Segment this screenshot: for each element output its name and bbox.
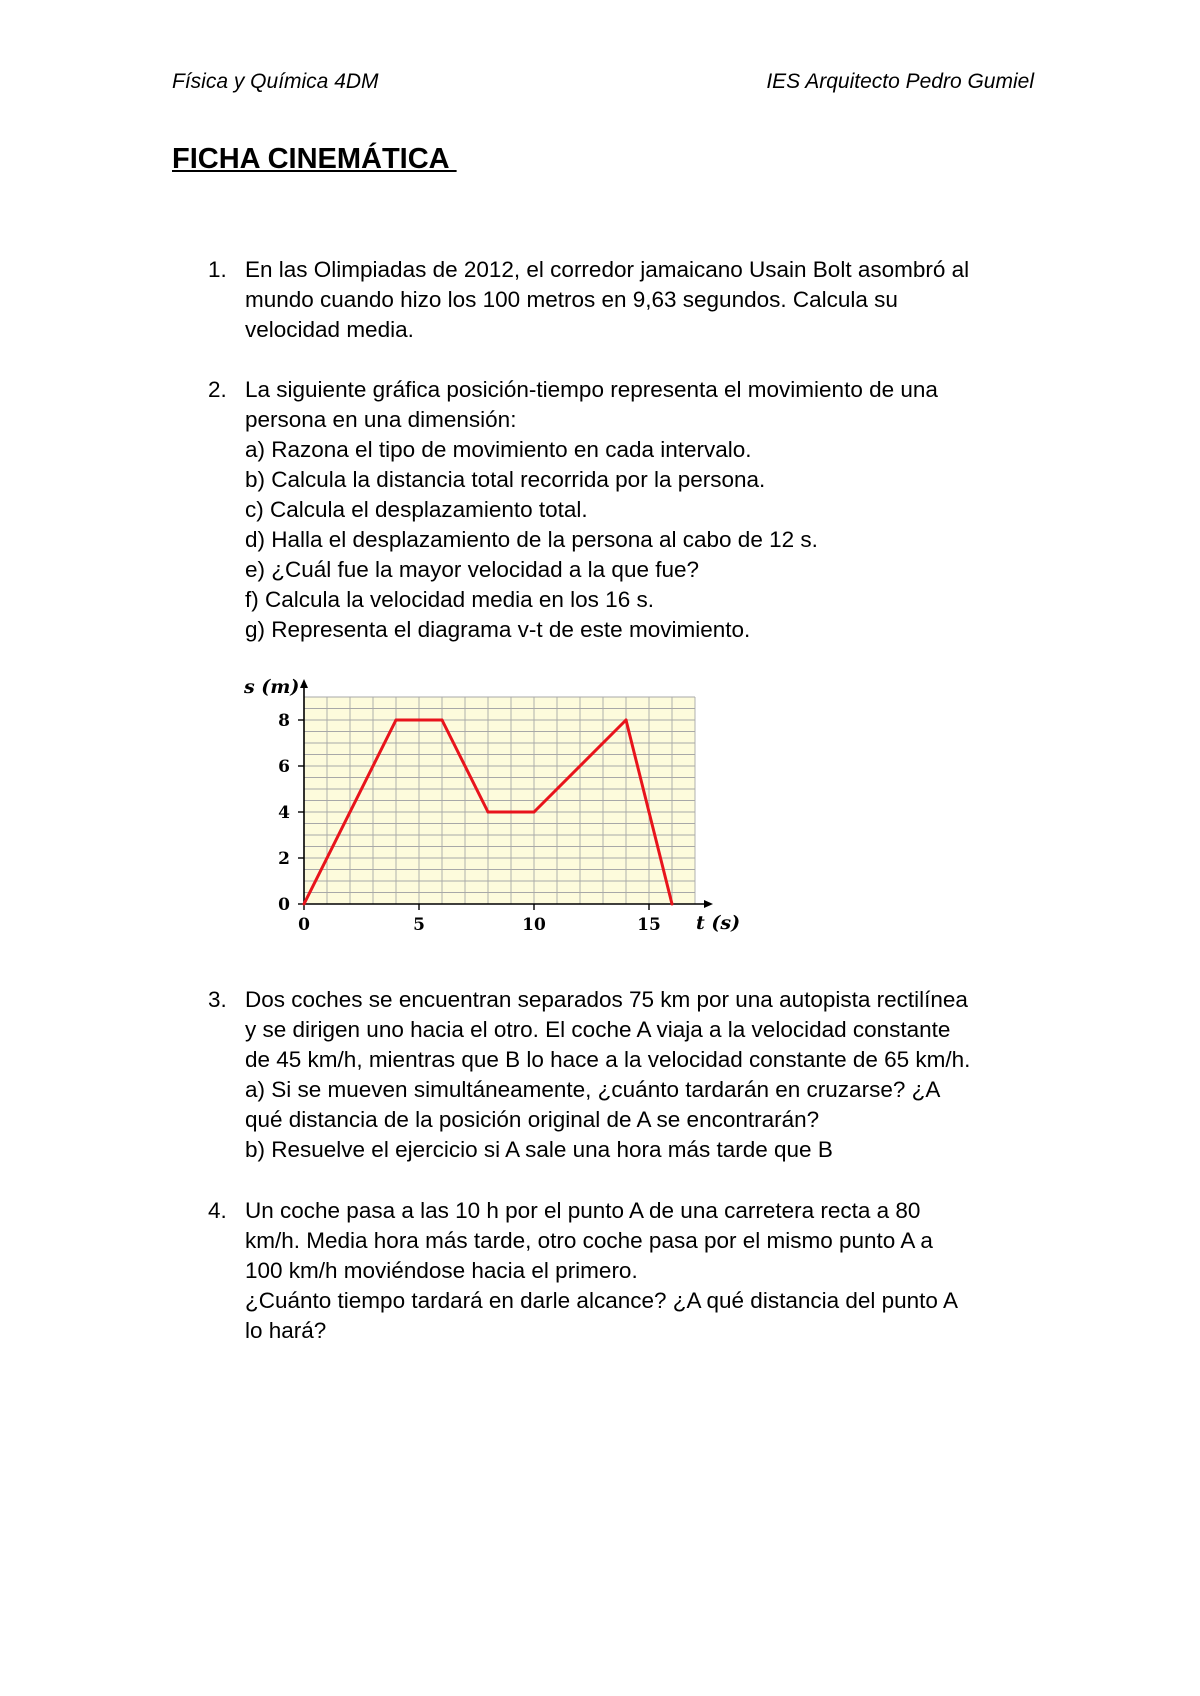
exercise-number: 4. <box>208 1198 227 1223</box>
exercise-number: 1. <box>208 257 227 282</box>
exercise-question-g: g) Representa el diagrama v-t de este movimiento. <box>245 617 751 642</box>
y-tick-label: 0 <box>278 895 290 915</box>
y-tick-label: 8 <box>278 711 290 731</box>
data-point <box>441 719 444 722</box>
x-tick-label: 0 <box>298 915 310 935</box>
exercise-question-b: b) Calcula la distancia total recorrida por la persona. <box>245 467 766 492</box>
exercise-line: qué distancia de la posición original de A se encontrarán? <box>245 1107 820 1132</box>
exercise-line: persona en una dimensión: <box>245 407 517 432</box>
exercise-line: y se dirigen uno hacia el otro. El coche A viaja a la velocidad constante <box>245 1017 951 1042</box>
x-axis-label: t (s) <box>696 912 741 934</box>
exercise-line: ¿Cuánto tiempo tardará en darle alcance? ¿A qué distancia del punto A <box>245 1288 958 1313</box>
exercise-question-b: b) Resuelve el ejercicio si A sale una hora más tarde que B <box>245 1137 833 1162</box>
exercise-question-f: f) Calcula la velocidad media en los 16 s. <box>245 587 654 612</box>
x-tick-label: 10 <box>522 915 546 935</box>
exercise-question-c: c) Calcula el desplazamiento total. <box>245 497 588 522</box>
data-point <box>671 903 674 906</box>
y-tick-label: 4 <box>278 803 290 823</box>
exercise-question-a: a) Razona el tipo de movimiento en cada intervalo. <box>245 437 752 462</box>
exercise-question-d: d) Halla el desplazamiento de la persona al cabo de 12 s. <box>245 527 818 552</box>
exercise-line: mundo cuando hizo los 100 metros en 9,63 segundos. Calcula su <box>245 287 898 312</box>
data-point <box>487 811 490 814</box>
exercise-3 <box>208 985 1048 1165</box>
exercise-line: Dos coches se encuentran separados 75 km por una autopista rectilínea <box>245 987 968 1012</box>
data-point <box>533 811 536 814</box>
x-tick-label: 5 <box>413 915 425 935</box>
exercise-line: de 45 km/h, mientras que B lo hace a la velocidad constante de 65 km/h. <box>245 1047 971 1072</box>
exercise-question-a: a) Si se mueven simultáneamente, ¿cuánto tardarán en cruzarse? ¿A <box>245 1077 941 1102</box>
y-axis-label: s (m) <box>244 676 300 698</box>
exercise-number: 2. <box>208 377 227 402</box>
exercise-4 <box>208 1196 1048 1346</box>
exercise-line: velocidad media. <box>245 317 414 342</box>
exercise-2 <box>208 375 1048 645</box>
exercise-1 <box>208 255 1048 345</box>
data-point <box>625 719 628 722</box>
exercise-question-e: e) ¿Cuál fue la mayor velocidad a la que fue? <box>245 557 700 582</box>
page-title: FICHA CINEMÁTICA <box>172 143 457 175</box>
exercise-line: km/h. Media hora más tarde, otro coche pasa por el mismo punto A a <box>245 1228 933 1253</box>
x-axis-arrow <box>704 900 713 908</box>
exercise-line: Un coche pasa a las 10 h por el punto A de una carretera recta a 80 <box>245 1198 921 1223</box>
y-tick-label: 6 <box>278 757 290 777</box>
y-tick-label: 2 <box>278 849 290 869</box>
data-point <box>303 903 306 906</box>
position-time-chart <box>240 672 741 942</box>
exercise-line: La siguiente gráfica posición-tiempo representa el movimiento de una <box>245 377 938 402</box>
header-course: Física y Química 4DM <box>172 70 379 93</box>
y-axis-arrow <box>300 679 308 688</box>
exercise-line: lo hará? <box>245 1318 327 1343</box>
exercise-number: 3. <box>208 987 227 1012</box>
header-school: IES Arquitecto Pedro Gumiel <box>766 70 1034 93</box>
data-point <box>395 719 398 722</box>
x-tick-label: 15 <box>637 915 661 935</box>
exercise-line: 100 km/h moviéndose hacia el primero. <box>245 1258 638 1283</box>
exercise-line: En las Olimpiadas de 2012, el corredor jamaicano Usain Bolt asombró al <box>245 257 970 282</box>
